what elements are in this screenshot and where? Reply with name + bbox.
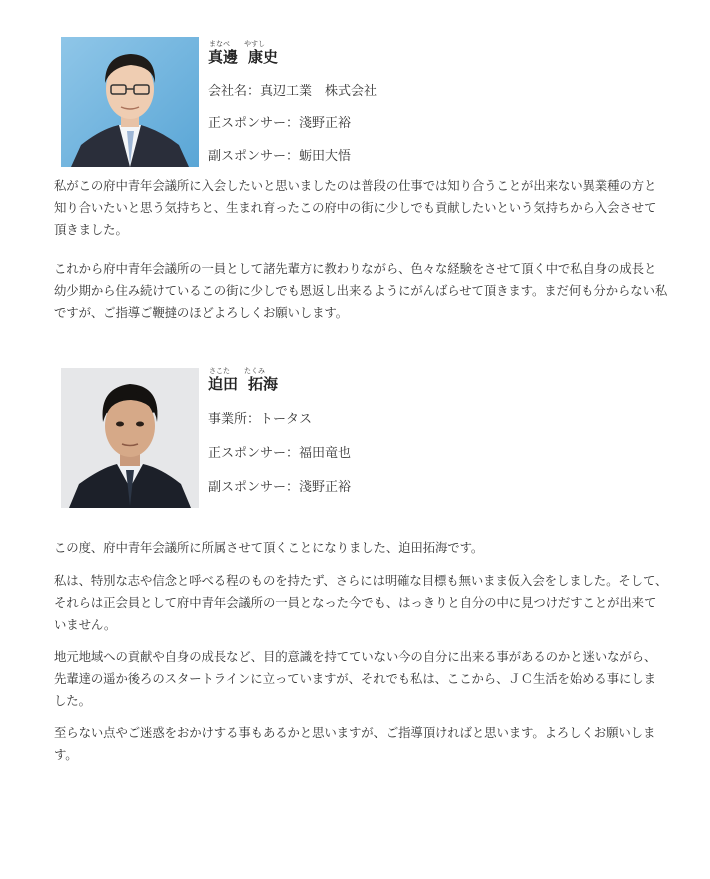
given-name: 康史 [248,48,279,66]
portrait-image [61,368,199,508]
given-name: 拓海 [248,375,279,393]
member-name [208,46,278,67]
member-photo [61,368,199,508]
intro-paragraph: 至らない点やご迷惑をおかけする事もあるかと思いますが、ご指導頂ければと思います。よろしくお願いします。 [54,725,656,762]
given-reading: やすし [244,40,265,48]
intro-paragraph: 私は、特別な志や信念と呼べる程のものを持たず、さらには明確な目標も無いまま仮入会をしました。そして、それらは正会員として府中青年会議所の一員となった今でも、はっきりと自分の中に見つけだすことが出来ていません。 [54,573,668,632]
member-name [208,373,278,394]
surname-reading: まなべ [209,40,230,48]
sub-sponsor-line: 副スポンサー：蛎田大悟 [208,149,352,164]
company-line: 会社名：真辺工業 株式会社 [208,84,378,99]
surname: 迫田 [208,375,239,393]
surname: 真邊 [208,48,239,66]
sub-sponsor-line: 副スポンサー：淺野正裕 [208,480,352,495]
intro-paragraph: これから府中青年会議所の一員として諸先輩方に教わりながら、色々な経験をさせて頂く中で私自身の成長と幼少期から住み続けているこの街に少しでも恩返し出来るようにがんばらせて頂きます。まだ何も分からない私ですが、ご指導ご鞭撻のほどよろしくお願いします。 [54,261,668,320]
member-photo [61,37,199,167]
intro-paragraph: 私がこの府中青年会議所に入会したいと思いましたのは普段の仕事では知り合うことが出来ない異業種の方と知り合いたいと思う気持ちと、生まれ育ったこの府中の街に少しでも貢献したいという気持ちから入会させて頂きました。 [54,178,657,237]
portrait-image [61,37,199,167]
main-sponsor-line: 正スポンサー：淺野正裕 [208,116,352,131]
intro-paragraph: この度、府中青年会議所に所属させて頂くことになりました、迫田拓海です。 [54,540,484,555]
intro-paragraph: 地元地域への貢献や自身の成長など、目的意識を持てていない今の自分に出来る事があるのかと迷いながら、先輩達の遥か後ろのスタートラインに立っていますが、それでも私は、ここから、ＪＣ生活を始める事にしました。 [54,649,657,708]
company-line: 事業所：トータス [208,412,313,427]
given-reading: たくみ [244,367,265,375]
surname-reading: さこた [209,367,230,375]
main-sponsor-line: 正スポンサー：福田竜也 [208,446,352,461]
